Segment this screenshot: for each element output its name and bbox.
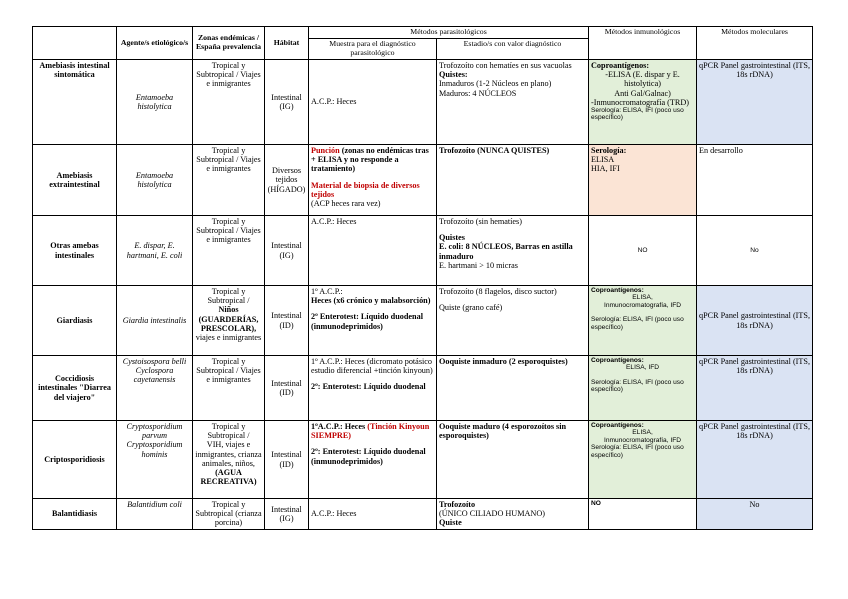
habitat-cell: Intestinal (IG) <box>265 60 309 145</box>
habitat-cell: Diversos tejidos (HÍGADO) <box>265 145 309 216</box>
stage-cell: Ooquiste inmaduro (2 esporoquistes) <box>437 356 589 421</box>
disease-cell: Criptosporidiosis <box>33 421 117 499</box>
sample-cell: A.C.P.: Heces <box>309 60 437 145</box>
habitat-cell: Intestinal (IG) <box>265 216 309 286</box>
stage-cell: Trofozoíto (8 flagelos, disco suctor) Quiste (grano café) <box>437 286 589 356</box>
agent-cell: Giardia intestinalis <box>117 286 193 356</box>
header-habitat: Hábitat <box>265 27 309 60</box>
disease-cell: Amebiasis intestinal sintomática <box>33 60 117 145</box>
parasitology-table <box>32 26 813 530</box>
stage-cell: Trofozoíto (ÚNICO CILIADO HUMANO) Quiste <box>437 499 589 530</box>
immuno-cell: Coproantígenos: ELISA, IFD Serología: ELISA, IFI (poco uso específico) <box>589 356 697 421</box>
molecular-cell: qPCR Panel gastrointestinal (ITS, 18s rDNA) <box>697 421 813 499</box>
table-row <box>33 286 813 356</box>
zone-cell: Tropical y Subtropical / Niños (GUARDERÍAS, PRESCOLAR), viajes e inmigrantes <box>193 286 265 356</box>
sample-cell: 1ºA.C.P.: Heces (Tinción Kinyoun SIEMPRE) 2º: Enterotest: Líquido duodenal (inmunodeprimidos) <box>309 421 437 499</box>
sample-cell: A.C.P.: Heces <box>309 499 437 530</box>
sample-cell: A.C.P.: Heces <box>309 216 437 286</box>
immuno-cell: Coproantígenos: ELISA, Inmunocromatografía, IFD Serología: ELISA, IFI (poco uso específico) <box>589 421 697 499</box>
table-row <box>33 421 813 499</box>
stage-cell: Trofozoíto con hematíes en sus vacuolas Quistes: Inmaduros (1-2 Núcleos en plano) Maduros: 4 NÚCLEOS <box>437 60 589 145</box>
header-zones: Zonas endémicas / España prevalencia <box>193 27 265 60</box>
agent-cell: E. dispar, E. hartmani, E. coli <box>117 216 193 286</box>
immuno-cell: Coproantígenos: -ELISA (E. dispar y E. histolytica) Anti Gal/Galnac) -Inmunocromatografía (TRD) Serología: ELISA, IFI (poco uso específico) <box>589 60 697 145</box>
molecular-cell: qPCR Panel gastrointestinal (ITS, 18s rDNA) <box>697 356 813 421</box>
disease-cell: Balantidiasis <box>33 499 117 530</box>
header-parasitological: Métodos parasitológicos <box>309 27 589 39</box>
molecular-cell: qPCR Panel gastrointestinal (ITS, 18s rDNA) <box>697 60 813 145</box>
table-row <box>33 145 813 216</box>
header-immunological: Métodos inmunológicos <box>589 27 697 60</box>
zone-cell: Tropical y Subtropical (crianza porcina) <box>193 499 265 530</box>
table-row <box>33 356 813 421</box>
disease-cell: Coccidiosis intestinales "Diarrea del viajero" <box>33 356 117 421</box>
header-disease <box>33 27 117 60</box>
stage-cell: Ooquiste maduro (4 esporozoítos sin esporoquistes) <box>437 421 589 499</box>
stage-cell: Trofozoíto (sin hematíes) Quistes E. coli: 8 NÚCLEOS, Barras en astilla inmaduro E. hartmani > 10 micras <box>437 216 589 286</box>
header-molecular: Métodos moleculares <box>697 27 813 60</box>
zone-cell: Tropical y Subtropical / Viajes e inmigrantes <box>193 145 265 216</box>
molecular-cell: No <box>697 216 813 286</box>
table-row <box>33 499 813 530</box>
disease-cell: Otras amebas intestinales <box>33 216 117 286</box>
immuno-cell: Coproantígenos: ELISA, Inmunocromatografía, IFD Serología: ELISA, IFI (poco uso específico) <box>589 286 697 356</box>
habitat-cell: Intestinal (ID) <box>265 356 309 421</box>
habitat-cell: Intestinal (IG) <box>265 499 309 530</box>
immuno-cell: Serología: ELISA HIA, IFI <box>589 145 697 216</box>
molecular-cell: En desarrollo <box>697 145 813 216</box>
sample-cell: 1º A.C.P.: Heces (x6 crónico y malabsorción) 2º Enterotest: Líquido duodenal (inmunodeprimidos) <box>309 286 437 356</box>
zone-cell: Tropical y Subtropical / Viajes e inmigrantes <box>193 216 265 286</box>
agent-cell: Cryptosporidium parvum Cryptosporidium hominis <box>117 421 193 499</box>
habitat-cell: Intestinal (ID) <box>265 421 309 499</box>
header-stage: Estadio/s con valor diagnóstico <box>437 39 589 60</box>
table-row <box>33 60 813 145</box>
zone-cell: Tropical y Subtropical / Viajes e inmigrantes <box>193 60 265 145</box>
disease-cell: Giardiasis <box>33 286 117 356</box>
agent-cell: Balantidium coli <box>117 499 193 530</box>
habitat-cell: Intestinal (ID) <box>265 286 309 356</box>
stage-cell: Trofozoíto (NUNCA QUISTES) <box>437 145 589 216</box>
sample-cell: 1º A.C.P.: Heces (dicromato potásico estudio diferencial +tinción kinyoun) 2º: Enterotest: Líquido duodenal <box>309 356 437 421</box>
header-agents: Agente/s etiológico/s <box>117 27 193 60</box>
immuno-cell: NO <box>589 216 697 286</box>
molecular-cell: qPCR Panel gastrointestinal (ITS, 18s rDNA) <box>697 286 813 356</box>
agent-cell: Cystoisospora belli Cyclospora cayetanensis <box>117 356 193 421</box>
agent-cell: Entamoeba histolytica <box>117 145 193 216</box>
header-row <box>33 27 813 39</box>
table-row <box>33 216 813 286</box>
immuno-cell: NO <box>589 499 697 530</box>
zone-cell: Tropical y Subtropical / VIH, viajes e inmigrantes, crianza animales, niños, (AGUA RECREATIVA) <box>193 421 265 499</box>
zone-cell: Tropical y Subtropical / Viajes e inmigrantes <box>193 356 265 421</box>
disease-cell: Amebiasis extraintestinal <box>33 145 117 216</box>
molecular-cell: No <box>697 499 813 530</box>
agent-cell: Entamoeba histolytica <box>117 60 193 145</box>
sample-cell: Punción (zonas no endémicas tras + ELISA y no responde a tratamiento) Material de biopsia de diversos tejidos (ACP heces rara vez) <box>309 145 437 216</box>
header-sample: Muestra para el diagnóstico parasitológico <box>309 39 437 60</box>
